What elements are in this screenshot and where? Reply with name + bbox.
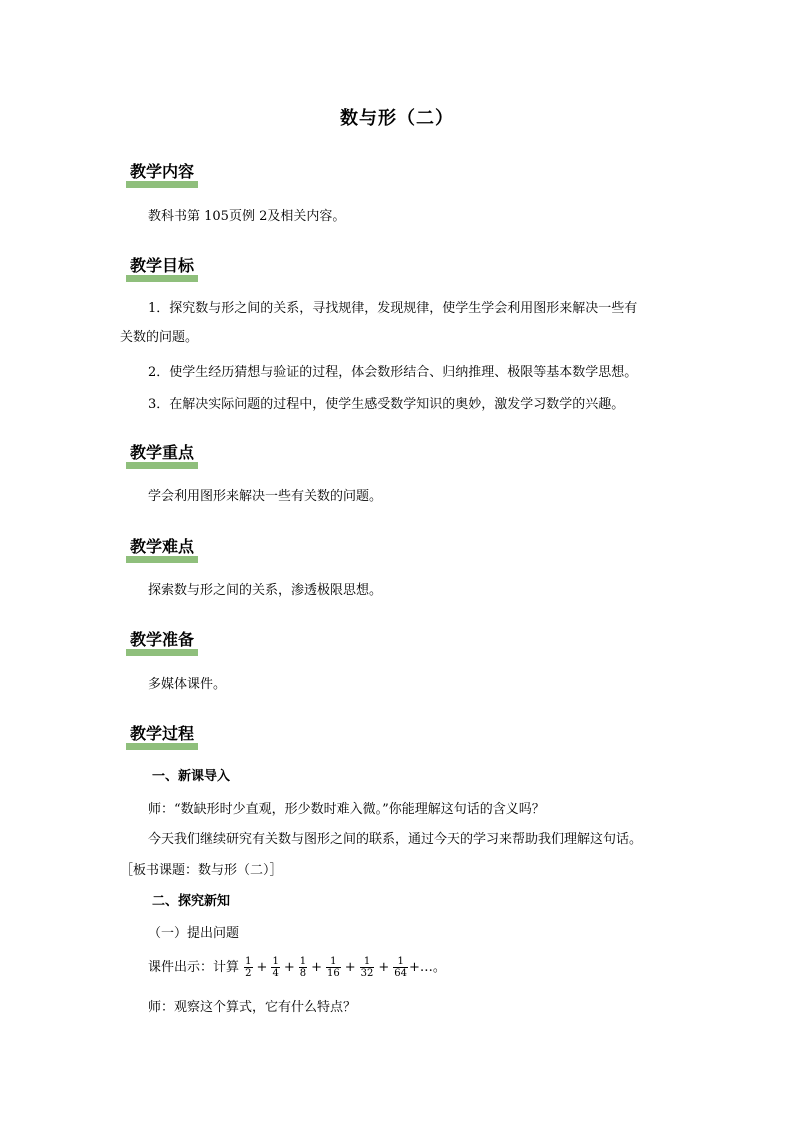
- section-heading-label: 教学内容: [130, 162, 195, 181]
- courseware-suffix: +…。: [409, 960, 446, 975]
- section-heading-label: 教学难点: [130, 537, 195, 556]
- difficulty-text: 探索数与形之间的关系，渗透极限思想。: [148, 583, 383, 598]
- process-part-1-title: 一、新课导入: [152, 769, 231, 784]
- fraction: $\frac{1}{16}$: [327, 956, 340, 979]
- fraction: $\frac{1}{8}$: [299, 956, 307, 979]
- heading-underline-bar: [126, 649, 198, 656]
- process-part-1-line-2: 今天我们继续研究有关数与图形之间的联系，通过今天的学习来帮助我们理解这句话。: [148, 832, 643, 847]
- plus-sign: +: [378, 960, 390, 975]
- plus-sign: +: [283, 960, 295, 975]
- heading-underline-bar: [126, 462, 198, 469]
- goal-item-2: 2．使学生经历猜想与验证的过程，体会数形结合、归纳推理、极限等基本数学思想。: [148, 365, 638, 380]
- fraction: $\frac{1}{32}$: [360, 956, 374, 979]
- courseware-expression: [148, 955, 446, 981]
- content-text: 教科书第 105页例 2及相关内容。: [148, 209, 346, 224]
- heading-underline-bar: [126, 181, 198, 188]
- fraction: $\frac{1}{64}$: [394, 956, 408, 979]
- section-heading-difficulty: [126, 537, 198, 563]
- plus-sign: +: [311, 960, 322, 975]
- courseware-prefix: 课件出示：计算: [148, 960, 240, 975]
- teacher-question: 师：观察这个算式，它有什么特点？: [148, 1000, 357, 1015]
- fraction: $\frac{1}{4}$: [272, 956, 279, 979]
- heading-underline-bar: [126, 556, 198, 563]
- section-heading-process: [126, 724, 198, 750]
- section-heading-goals: [126, 256, 198, 282]
- plus-sign: +: [256, 960, 268, 975]
- section-heading-label: 教学过程: [130, 724, 195, 743]
- process-part-2-subtitle: （一）提出问题: [148, 926, 240, 941]
- process-part-2-title: 二、探究新知: [152, 894, 231, 909]
- section-heading-preparation: [126, 630, 198, 656]
- process-part-1-line-1: 师：“数缺形时少直观，形少数时难入微。”你能理解这句话的含义吗？: [148, 802, 545, 817]
- section-heading-label: 教学重点: [130, 443, 195, 462]
- key-point-text: 学会利用图形来解决一些有关数的问题。: [148, 489, 383, 504]
- section-heading-content: [126, 162, 198, 188]
- heading-underline-bar: [126, 275, 198, 282]
- heading-underline-bar: [126, 743, 198, 750]
- goal-item-1-line-1: 1．探究数与形之间的关系，寻找规律，发现规律，使学生学会利用图形来解决一些有: [148, 301, 638, 316]
- section-heading-label: 教学目标: [130, 256, 195, 275]
- section-heading-key-point: [126, 443, 198, 469]
- goal-item-3: 3．在解决实际问题的过程中，使学生感受数学知识的奥妙，激发学习数学的兴趣。: [148, 397, 625, 412]
- preparation-text: 多媒体课件。: [148, 677, 227, 692]
- fraction: $\frac{1}{2}$: [245, 956, 252, 979]
- page-title: 数与形（二）: [340, 108, 454, 129]
- plus-sign: +: [344, 960, 356, 975]
- goal-item-1-line-2: 关数的问题。: [120, 330, 199, 345]
- section-heading-label: 教学准备: [130, 630, 195, 649]
- board-title: ［板书课题：数与形（二）］: [120, 863, 283, 878]
